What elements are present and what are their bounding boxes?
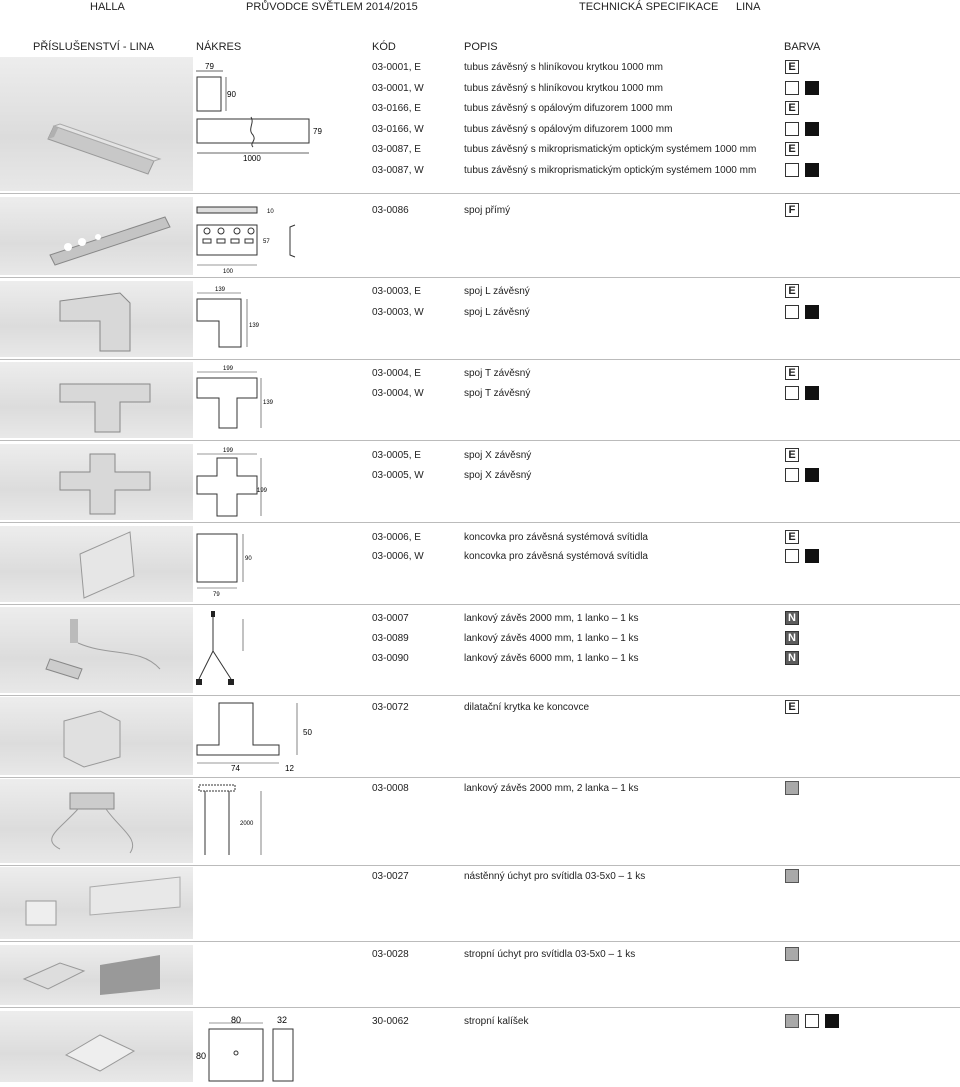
product-description: lankový závěs 2000 mm, 2 lanka – 1 ks [464, 783, 639, 794]
color-swatch-white [785, 81, 799, 95]
color-swatch-grey [785, 1014, 799, 1028]
product-description: tubus závěsný s hliníkovou krytkou 1000 mm [464, 62, 663, 73]
product-line [0, 303, 960, 323]
dim-height: 90 [227, 90, 236, 99]
color-swatch-black [805, 122, 819, 136]
product-line [0, 649, 960, 669]
color-swatch-black [825, 1014, 839, 1028]
dim-height: 50 [303, 728, 312, 737]
finish-code-badge: E [785, 700, 799, 714]
divider [0, 941, 960, 942]
dim-width: 57 [263, 239, 270, 245]
product-code: 03-0006, W [372, 551, 424, 562]
dim-height-2: 79 [313, 127, 322, 136]
product-description: koncovka pro závěsná systémová svítidla [464, 551, 648, 562]
divider [0, 695, 960, 696]
dim-width: 74 [231, 764, 240, 773]
product-line [0, 99, 960, 119]
finish-code-badge: E [785, 60, 799, 74]
product-line [0, 58, 960, 78]
column-headers [0, 41, 960, 55]
product-code: 03-0166, W [372, 124, 424, 135]
color-swatch-black [805, 468, 819, 482]
finish-code-badge: E [785, 142, 799, 156]
dim-width: 139 [215, 287, 226, 293]
color-swatch-grey [785, 947, 799, 961]
product-line [0, 698, 960, 718]
color-swatch-black [805, 305, 819, 319]
product-line [0, 282, 960, 302]
page-header [0, 0, 960, 16]
product-line [0, 867, 960, 887]
product-description: nástěnný úchyt pro svítidla 03-5x0 – 1 ks [464, 871, 646, 882]
color-swatch-white [785, 468, 799, 482]
color-swatch-white [785, 122, 799, 136]
dim-length: 1000 [243, 154, 261, 163]
product-code: 03-0087, E [372, 144, 421, 155]
col-desc: POPIS [464, 41, 498, 53]
color-swatch-black [805, 81, 819, 95]
product-code: 30-0062 [372, 1016, 409, 1027]
product-line [0, 547, 960, 567]
product-line [0, 609, 960, 629]
product-description: tubus závěsný s mikroprismatickým optickým systémem 1000 mm [464, 144, 757, 155]
product-description: spoj L závěsný [464, 286, 530, 297]
product-code: 03-0005, W [372, 470, 424, 481]
product-description: spoj T závěsný [464, 388, 531, 399]
product-code: 03-0089 [372, 633, 409, 644]
finish-code-badge: E [785, 101, 799, 115]
product-description: tubus závěsný s hliníkovou krytkou 1000 mm [464, 83, 663, 94]
product-code: 03-0005, E [372, 450, 421, 461]
product-code: 03-0027 [372, 871, 409, 882]
finish-code-badge: N [785, 631, 799, 645]
product-line [0, 120, 960, 140]
divider [0, 277, 960, 278]
color-swatch-white [785, 305, 799, 319]
product-line [0, 466, 960, 486]
product-description: dilatační krytka ke koncovce [464, 702, 590, 713]
divider [0, 440, 960, 441]
product-description: stropní úchyt pro svítidla 03-5x0 – 1 ks [464, 949, 636, 960]
color-swatch-black [805, 386, 819, 400]
dim-width: 80 [231, 1015, 242, 1025]
product-description: stropní kalíšek [464, 1016, 529, 1027]
dim-width: 79 [205, 62, 214, 71]
dim-height: 139 [249, 323, 260, 329]
header-brand: HALLA [90, 1, 125, 13]
product-code: 03-0007 [372, 613, 409, 624]
product-code: 03-0086 [372, 205, 409, 216]
col-color: BARVA [784, 41, 821, 53]
finish-code-badge: N [785, 651, 799, 665]
dim-depth: 32 [277, 1015, 288, 1025]
product-code: 03-0003, W [372, 307, 424, 318]
product-code: 03-0004, W [372, 388, 424, 399]
dim-length: 2000 [240, 821, 254, 827]
divider [0, 193, 960, 194]
color-swatch-black [805, 163, 819, 177]
product-line [0, 79, 960, 99]
finish-code-badge: F [785, 203, 799, 217]
product-line [0, 945, 960, 965]
product-description: lankový závěs 6000 mm, 1 lanko – 1 ks [464, 653, 639, 664]
product-code: 03-0006, E [372, 532, 421, 543]
product-line [0, 364, 960, 384]
dim-width: 199 [223, 448, 234, 454]
product-code: 03-0087, W [372, 165, 424, 176]
header-product: LINA [736, 1, 761, 13]
product-line [0, 1012, 960, 1032]
dim-height: 90 [245, 556, 252, 562]
dim-width: 199 [223, 366, 234, 372]
header-guide-title: PRŮVODCE SVĚTLEM 2014/2015 [246, 1, 418, 13]
color-swatch-white [785, 386, 799, 400]
product-description: koncovka pro závěsná systémová svítidla [464, 532, 648, 543]
product-line [0, 779, 960, 799]
product-code: 03-0001, E [372, 62, 421, 73]
product-line [0, 384, 960, 404]
color-swatch-white [785, 549, 799, 563]
divider [0, 777, 960, 778]
product-code: 03-0008 [372, 783, 409, 794]
finish-code-badge: N [785, 611, 799, 625]
product-line [0, 140, 960, 160]
header-spec: TECHNICKÁ SPECIFIKACE [579, 1, 719, 13]
divider [0, 522, 960, 523]
product-description: spoj L závěsný [464, 307, 530, 318]
color-swatch-black [805, 549, 819, 563]
product-code: 03-0166, E [372, 103, 421, 114]
product-description: lankový závěs 2000 mm, 1 lanko – 1 ks [464, 613, 639, 624]
product-code: 03-0028 [372, 949, 409, 960]
color-swatch-white [785, 163, 799, 177]
product-description: lankový závěs 4000 mm, 1 lanko – 1 ks [464, 633, 639, 644]
divider [0, 359, 960, 360]
finish-code-badge: E [785, 284, 799, 298]
dim-height: 199 [257, 488, 268, 494]
product-code: 03-0001, W [372, 83, 424, 94]
dim-length: 100 [223, 269, 234, 275]
product-line [0, 201, 960, 221]
product-code: 03-0090 [372, 653, 409, 664]
product-description: spoj X závěsný [464, 470, 532, 481]
product-line [0, 161, 960, 181]
section-title: PŘÍSLUŠENSTVÍ - LINA [33, 41, 155, 53]
product-description: spoj T závěsný [464, 368, 531, 379]
product-description: tubus závěsný s mikroprismatickým optickým systémem 1000 mm [464, 165, 757, 176]
divider [0, 1007, 960, 1008]
dim-height: 139 [263, 400, 274, 406]
product-description: tubus závěsný s opálovým difuzorem 1000 mm [464, 124, 673, 135]
product-code: 03-0072 [372, 702, 409, 713]
dim-height: 80 [196, 1051, 207, 1061]
divider [0, 604, 960, 605]
color-swatch-white [805, 1014, 819, 1028]
finish-code-badge: E [785, 530, 799, 544]
dim-height: 10 [267, 209, 274, 215]
col-code: KÓD [372, 41, 396, 53]
dim-width: 79 [213, 592, 220, 598]
dim-depth: 12 [285, 764, 294, 773]
product-line [0, 629, 960, 649]
product-description: tubus závěsný s opálovým difuzorem 1000 mm [464, 103, 673, 114]
product-description: spoj přímý [464, 205, 511, 216]
product-line [0, 446, 960, 466]
product-line [0, 528, 960, 548]
color-swatch-grey [785, 781, 799, 795]
product-description: spoj X závěsný [464, 450, 532, 461]
product-code: 03-0003, E [372, 286, 421, 297]
finish-code-badge: E [785, 448, 799, 462]
color-swatch-grey [785, 869, 799, 883]
col-drawing: NÁKRES [196, 41, 242, 53]
divider [0, 865, 960, 866]
finish-code-badge: E [785, 366, 799, 380]
product-code: 03-0004, E [372, 368, 421, 379]
